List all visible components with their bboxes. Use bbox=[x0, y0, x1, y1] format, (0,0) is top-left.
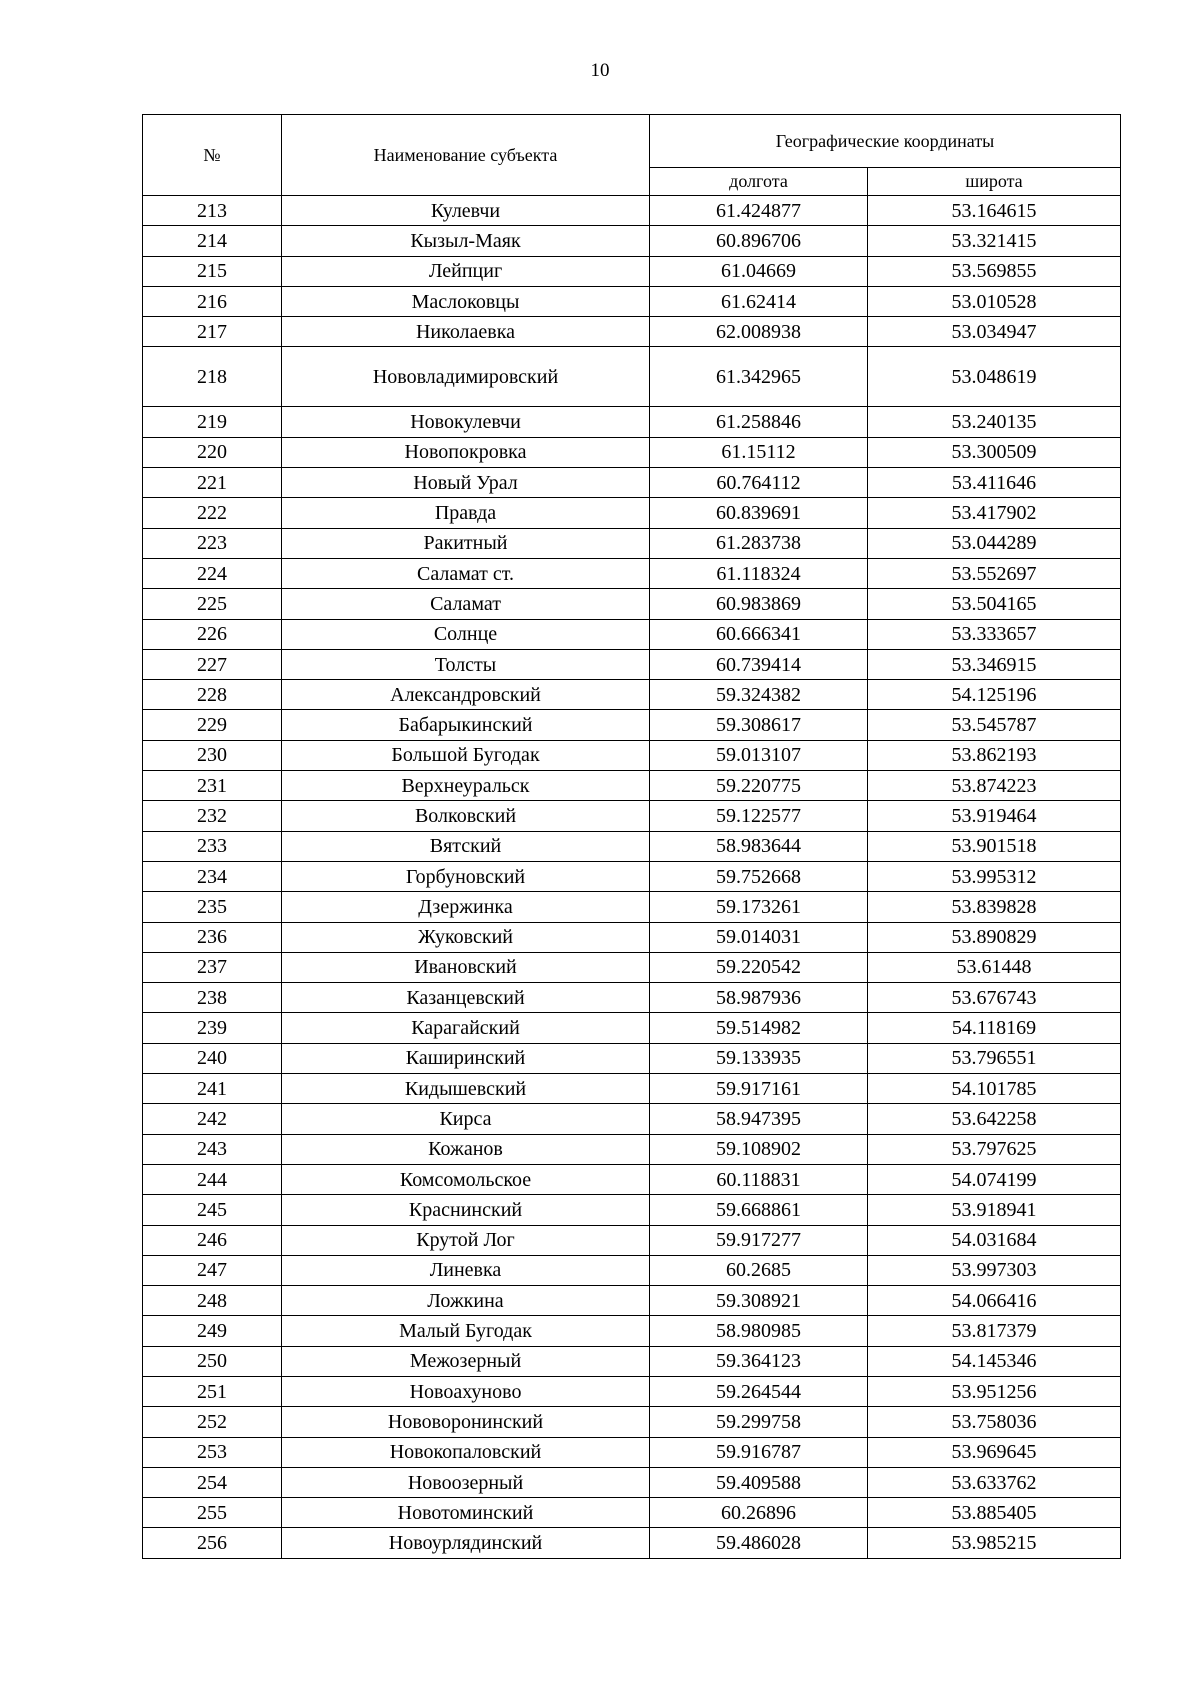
latitude-cell: 53.633762 bbox=[868, 1467, 1121, 1497]
table-row bbox=[143, 1225, 1121, 1255]
latitude-cell: 54.031684 bbox=[868, 1225, 1121, 1255]
table-row bbox=[143, 922, 1121, 952]
latitude-cell: 53.995312 bbox=[868, 861, 1121, 891]
subject-name-cell: Бабарыкинский bbox=[282, 710, 650, 740]
subject-name-cell: Новокопаловский bbox=[282, 1437, 650, 1467]
longitude-cell: 61.62414 bbox=[650, 286, 868, 316]
row-number-cell: 229 bbox=[143, 710, 282, 740]
row-number-cell: 217 bbox=[143, 317, 282, 347]
subject-name-cell: Ложкина bbox=[282, 1286, 650, 1316]
subject-name-cell: Саламат ст. bbox=[282, 558, 650, 588]
latitude-cell: 54.125196 bbox=[868, 680, 1121, 710]
subject-name-cell: Каширинский bbox=[282, 1043, 650, 1073]
latitude-cell: 53.240135 bbox=[868, 407, 1121, 437]
subject-name-cell: Межозерный bbox=[282, 1346, 650, 1376]
latitude-cell: 53.985215 bbox=[868, 1528, 1121, 1558]
latitude-cell: 53.862193 bbox=[868, 740, 1121, 770]
table-body bbox=[143, 196, 1121, 1559]
subject-name-cell: Комсомольское bbox=[282, 1164, 650, 1194]
table-row bbox=[143, 680, 1121, 710]
row-number-cell: 252 bbox=[143, 1407, 282, 1437]
subject-name-cell: Кызыл-Маяк bbox=[282, 226, 650, 256]
longitude-cell: 58.980985 bbox=[650, 1316, 868, 1346]
table-row bbox=[143, 1134, 1121, 1164]
table-row bbox=[143, 1286, 1121, 1316]
table-row bbox=[143, 1074, 1121, 1104]
header-number: № bbox=[143, 115, 282, 196]
header-geographic-coordinates: Географические координаты bbox=[650, 115, 1121, 168]
subject-name-cell: Нововоронинский bbox=[282, 1407, 650, 1437]
longitude-cell: 61.258846 bbox=[650, 407, 868, 437]
latitude-cell: 53.333657 bbox=[868, 619, 1121, 649]
row-number-cell: 214 bbox=[143, 226, 282, 256]
row-number-cell: 222 bbox=[143, 498, 282, 528]
subject-name-cell: Верхнеуральск bbox=[282, 771, 650, 801]
latitude-cell: 54.145346 bbox=[868, 1346, 1121, 1376]
subject-name-cell: Лейпциг bbox=[282, 256, 650, 286]
row-number-cell: 235 bbox=[143, 892, 282, 922]
row-number-cell: 224 bbox=[143, 558, 282, 588]
longitude-cell: 60.666341 bbox=[650, 619, 868, 649]
longitude-cell: 60.764112 bbox=[650, 468, 868, 498]
row-number-cell: 232 bbox=[143, 801, 282, 831]
table-row bbox=[143, 831, 1121, 861]
header-subject-name: Наименование субъекта bbox=[282, 115, 650, 196]
row-number-cell: 237 bbox=[143, 952, 282, 982]
latitude-cell: 53.552697 bbox=[868, 558, 1121, 588]
latitude-cell: 53.346915 bbox=[868, 649, 1121, 679]
row-number-cell: 231 bbox=[143, 771, 282, 801]
row-number-cell: 240 bbox=[143, 1043, 282, 1073]
latitude-cell: 54.066416 bbox=[868, 1286, 1121, 1316]
row-number-cell: 218 bbox=[143, 347, 282, 407]
table-row bbox=[143, 619, 1121, 649]
row-number-cell: 227 bbox=[143, 649, 282, 679]
header-longitude: долгота bbox=[650, 168, 868, 196]
subject-name-cell: Новоозерный bbox=[282, 1467, 650, 1497]
longitude-cell: 61.342965 bbox=[650, 347, 868, 407]
subject-name-cell: Александровский bbox=[282, 680, 650, 710]
longitude-cell: 60.739414 bbox=[650, 649, 868, 679]
subject-name-cell: Малый Бугодак bbox=[282, 1316, 650, 1346]
latitude-cell: 53.034947 bbox=[868, 317, 1121, 347]
latitude-cell: 54.101785 bbox=[868, 1074, 1121, 1104]
row-number-cell: 223 bbox=[143, 528, 282, 558]
subject-name-cell: Казанцевский bbox=[282, 983, 650, 1013]
latitude-cell: 53.885405 bbox=[868, 1498, 1121, 1528]
latitude-cell: 53.796551 bbox=[868, 1043, 1121, 1073]
longitude-cell: 59.916787 bbox=[650, 1437, 868, 1467]
row-number-cell: 220 bbox=[143, 437, 282, 467]
subject-name-cell: Солнце bbox=[282, 619, 650, 649]
row-number-cell: 230 bbox=[143, 740, 282, 770]
subject-name-cell: Николаевка bbox=[282, 317, 650, 347]
table-row bbox=[143, 589, 1121, 619]
longitude-cell: 59.668861 bbox=[650, 1195, 868, 1225]
subject-name-cell: Новый Урал bbox=[282, 468, 650, 498]
row-number-cell: 253 bbox=[143, 1437, 282, 1467]
table-row bbox=[143, 983, 1121, 1013]
subject-name-cell: Маслоковцы bbox=[282, 286, 650, 316]
latitude-cell: 53.044289 bbox=[868, 528, 1121, 558]
longitude-cell: 58.983644 bbox=[650, 831, 868, 861]
table-row bbox=[143, 1255, 1121, 1285]
table-row bbox=[143, 1164, 1121, 1194]
table-row bbox=[143, 498, 1121, 528]
longitude-cell: 59.514982 bbox=[650, 1013, 868, 1043]
row-number-cell: 255 bbox=[143, 1498, 282, 1528]
row-number-cell: 246 bbox=[143, 1225, 282, 1255]
table-row bbox=[143, 317, 1121, 347]
latitude-cell: 53.164615 bbox=[868, 196, 1121, 226]
latitude-cell: 53.569855 bbox=[868, 256, 1121, 286]
subject-name-cell: Новоахуново bbox=[282, 1376, 650, 1406]
table-row bbox=[143, 226, 1121, 256]
longitude-cell: 61.118324 bbox=[650, 558, 868, 588]
subject-name-cell: Горбуновский bbox=[282, 861, 650, 891]
longitude-cell: 60.2685 bbox=[650, 1255, 868, 1285]
table-row bbox=[143, 861, 1121, 891]
row-number-cell: 219 bbox=[143, 407, 282, 437]
row-number-cell: 239 bbox=[143, 1013, 282, 1043]
subject-name-cell: Правда bbox=[282, 498, 650, 528]
row-number-cell: 254 bbox=[143, 1467, 282, 1497]
coordinates-table bbox=[142, 114, 1121, 1559]
subject-name-cell: Кидышевский bbox=[282, 1074, 650, 1104]
table-row bbox=[143, 1346, 1121, 1376]
latitude-cell: 53.797625 bbox=[868, 1134, 1121, 1164]
table-row bbox=[143, 1437, 1121, 1467]
table-row bbox=[143, 1467, 1121, 1497]
table-row bbox=[143, 196, 1121, 226]
table-row bbox=[143, 649, 1121, 679]
longitude-cell: 59.308617 bbox=[650, 710, 868, 740]
longitude-cell: 59.122577 bbox=[650, 801, 868, 831]
longitude-cell: 61.15112 bbox=[650, 437, 868, 467]
longitude-cell: 59.133935 bbox=[650, 1043, 868, 1073]
longitude-cell: 59.220775 bbox=[650, 771, 868, 801]
subject-name-cell: Волковский bbox=[282, 801, 650, 831]
longitude-cell: 61.283738 bbox=[650, 528, 868, 558]
longitude-cell: 62.008938 bbox=[650, 317, 868, 347]
subject-name-cell: Большой Бугодак bbox=[282, 740, 650, 770]
longitude-cell: 59.220542 bbox=[650, 952, 868, 982]
subject-name-cell: Нововладимировский bbox=[282, 347, 650, 407]
header-latitude: широта bbox=[868, 168, 1121, 196]
row-number-cell: 242 bbox=[143, 1104, 282, 1134]
subject-name-cell: Карагайский bbox=[282, 1013, 650, 1043]
row-number-cell: 228 bbox=[143, 680, 282, 710]
table-row bbox=[143, 892, 1121, 922]
subject-name-cell: Краснинский bbox=[282, 1195, 650, 1225]
row-number-cell: 234 bbox=[143, 861, 282, 891]
row-number-cell: 236 bbox=[143, 922, 282, 952]
subject-name-cell: Кожанов bbox=[282, 1134, 650, 1164]
latitude-cell: 53.839828 bbox=[868, 892, 1121, 922]
latitude-cell: 53.504165 bbox=[868, 589, 1121, 619]
longitude-cell: 59.917161 bbox=[650, 1074, 868, 1104]
latitude-cell: 53.642258 bbox=[868, 1104, 1121, 1134]
table-row bbox=[143, 1013, 1121, 1043]
table-row bbox=[143, 1195, 1121, 1225]
latitude-cell: 53.048619 bbox=[868, 347, 1121, 407]
header-row bbox=[143, 115, 1121, 168]
row-number-cell: 225 bbox=[143, 589, 282, 619]
longitude-cell: 59.299758 bbox=[650, 1407, 868, 1437]
longitude-cell: 60.983869 bbox=[650, 589, 868, 619]
latitude-cell: 53.919464 bbox=[868, 801, 1121, 831]
subject-name-cell: Толсты bbox=[282, 649, 650, 679]
table-row bbox=[143, 710, 1121, 740]
row-number-cell: 238 bbox=[143, 983, 282, 1013]
latitude-cell: 53.901518 bbox=[868, 831, 1121, 861]
subject-name-cell: Новоурлядинский bbox=[282, 1528, 650, 1558]
latitude-cell: 53.411646 bbox=[868, 468, 1121, 498]
table-row bbox=[143, 437, 1121, 467]
latitude-cell: 54.074199 bbox=[868, 1164, 1121, 1194]
table-row bbox=[143, 1316, 1121, 1346]
row-number-cell: 215 bbox=[143, 256, 282, 286]
table-row bbox=[143, 1498, 1121, 1528]
subject-name-cell: Кулевчи bbox=[282, 196, 650, 226]
longitude-cell: 59.752668 bbox=[650, 861, 868, 891]
subject-name-cell: Новотоминский bbox=[282, 1498, 650, 1528]
row-number-cell: 243 bbox=[143, 1134, 282, 1164]
longitude-cell: 59.324382 bbox=[650, 680, 868, 710]
table-row bbox=[143, 558, 1121, 588]
latitude-cell: 54.118169 bbox=[868, 1013, 1121, 1043]
subject-name-cell: Дзержинка bbox=[282, 892, 650, 922]
subject-name-cell: Саламат bbox=[282, 589, 650, 619]
row-number-cell: 244 bbox=[143, 1164, 282, 1194]
table-row bbox=[143, 347, 1121, 407]
longitude-cell: 60.839691 bbox=[650, 498, 868, 528]
subject-name-cell: Кирса bbox=[282, 1104, 650, 1134]
latitude-cell: 53.417902 bbox=[868, 498, 1121, 528]
subject-name-cell: Ивановский bbox=[282, 952, 650, 982]
latitude-cell: 53.890829 bbox=[868, 922, 1121, 952]
longitude-cell: 61.04669 bbox=[650, 256, 868, 286]
longitude-cell: 61.424877 bbox=[650, 196, 868, 226]
row-number-cell: 216 bbox=[143, 286, 282, 316]
table-row bbox=[143, 256, 1121, 286]
row-number-cell: 233 bbox=[143, 831, 282, 861]
page-number: 10 bbox=[590, 60, 610, 81]
longitude-cell: 59.364123 bbox=[650, 1346, 868, 1376]
subject-name-cell: Крутой Лог bbox=[282, 1225, 650, 1255]
latitude-cell: 53.997303 bbox=[868, 1255, 1121, 1285]
row-number-cell: 221 bbox=[143, 468, 282, 498]
subject-name-cell: Линевка bbox=[282, 1255, 650, 1285]
row-number-cell: 247 bbox=[143, 1255, 282, 1285]
latitude-cell: 53.676743 bbox=[868, 983, 1121, 1013]
longitude-cell: 59.108902 bbox=[650, 1134, 868, 1164]
latitude-cell: 53.874223 bbox=[868, 771, 1121, 801]
row-number-cell: 249 bbox=[143, 1316, 282, 1346]
row-number-cell: 226 bbox=[143, 619, 282, 649]
table-row bbox=[143, 407, 1121, 437]
longitude-cell: 59.264544 bbox=[650, 1376, 868, 1406]
longitude-cell: 59.308921 bbox=[650, 1286, 868, 1316]
latitude-cell: 53.321415 bbox=[868, 226, 1121, 256]
latitude-cell: 53.545787 bbox=[868, 710, 1121, 740]
table-row bbox=[143, 740, 1121, 770]
subject-name-cell: Ракитный bbox=[282, 528, 650, 558]
row-number-cell: 256 bbox=[143, 1528, 282, 1558]
table-row bbox=[143, 771, 1121, 801]
longitude-cell: 60.26896 bbox=[650, 1498, 868, 1528]
table-row bbox=[143, 1528, 1121, 1558]
row-number-cell: 250 bbox=[143, 1346, 282, 1376]
longitude-cell: 59.917277 bbox=[650, 1225, 868, 1255]
table-row bbox=[143, 952, 1121, 982]
longitude-cell: 58.987936 bbox=[650, 983, 868, 1013]
longitude-cell: 59.409588 bbox=[650, 1467, 868, 1497]
longitude-cell: 59.486028 bbox=[650, 1528, 868, 1558]
longitude-cell: 59.013107 bbox=[650, 740, 868, 770]
row-number-cell: 251 bbox=[143, 1376, 282, 1406]
subject-name-cell: Новопокровка bbox=[282, 437, 650, 467]
table-row bbox=[143, 468, 1121, 498]
subject-name-cell: Новокулевчи bbox=[282, 407, 650, 437]
row-number-cell: 213 bbox=[143, 196, 282, 226]
table-row bbox=[143, 1407, 1121, 1437]
row-number-cell: 248 bbox=[143, 1286, 282, 1316]
row-number-cell: 245 bbox=[143, 1195, 282, 1225]
latitude-cell: 53.918941 bbox=[868, 1195, 1121, 1225]
subject-name-cell: Вятский bbox=[282, 831, 650, 861]
latitude-cell: 53.300509 bbox=[868, 437, 1121, 467]
table-row bbox=[143, 801, 1121, 831]
latitude-cell: 53.951256 bbox=[868, 1376, 1121, 1406]
latitude-cell: 53.817379 bbox=[868, 1316, 1121, 1346]
latitude-cell: 53.61448 bbox=[868, 952, 1121, 982]
table-row bbox=[143, 1376, 1121, 1406]
latitude-cell: 53.010528 bbox=[868, 286, 1121, 316]
subject-name-cell: Жуковский bbox=[282, 922, 650, 952]
longitude-cell: 58.947395 bbox=[650, 1104, 868, 1134]
longitude-cell: 60.118831 bbox=[650, 1164, 868, 1194]
longitude-cell: 60.896706 bbox=[650, 226, 868, 256]
longitude-cell: 59.014031 bbox=[650, 922, 868, 952]
table-row bbox=[143, 1104, 1121, 1134]
longitude-cell: 59.173261 bbox=[650, 892, 868, 922]
table-row bbox=[143, 286, 1121, 316]
latitude-cell: 53.969645 bbox=[868, 1437, 1121, 1467]
row-number-cell: 241 bbox=[143, 1074, 282, 1104]
table-header bbox=[143, 115, 1121, 196]
latitude-cell: 53.758036 bbox=[868, 1407, 1121, 1437]
table-row bbox=[143, 528, 1121, 558]
table-row bbox=[143, 1043, 1121, 1073]
